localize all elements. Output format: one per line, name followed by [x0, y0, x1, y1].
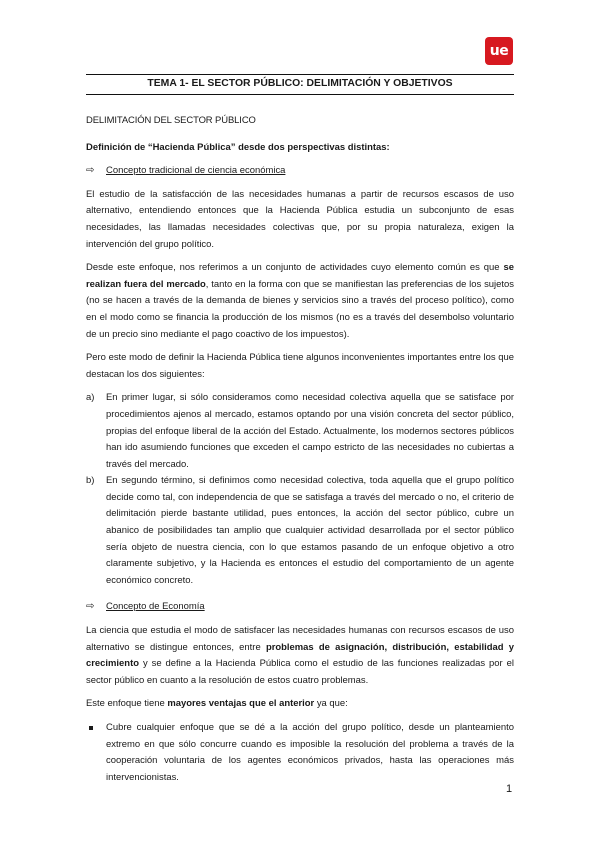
- paragraph: Pero este modo de definir la Hacienda Pública tiene algunos inconvenientes importantes entre los que destacan los dos siguientes:: [86, 352, 514, 380]
- text-run: Este enfoque tiene: [86, 698, 168, 710]
- list-item-text: Cubre cualquier enfoque que se dé a la acción del grupo político, desde un planteamiento extremo en que sólo concurre cuando es imposible la resolución del problema a través de la cooperación voluntaria de los agentes económicos privados, hasta las operaciones más intervencionistas.: [106, 722, 514, 783]
- list-item-text: En primer lugar, si sólo consideramos como necesidad colectiva aquella que se satisface por procedimientos ajenos al mercado, estamos optando por una visión concreta del sector público, propias del enfoque liberal de la acción del Estado. Actualmente, los modernos sectores públicos han ido asumiendo funciones que exceden el campo estricto de las necesidades no cubiertas a través del mercado.: [106, 392, 514, 470]
- paragraph: [86, 696, 514, 713]
- list-marker: b): [86, 475, 95, 487]
- document-body: [86, 113, 514, 792]
- subheading: [86, 140, 514, 157]
- logo-text: ue: [489, 43, 509, 59]
- text-run: ya que:: [314, 698, 348, 710]
- concept-label: Concepto de Economía: [106, 601, 205, 613]
- page-number: 1: [506, 783, 513, 795]
- text-run: , tanto en la forma con que se manifiestan las preferencias de los sujetos (no se hacen a través de la demanda de bienes y servicios sino a través del proceso político), como en el modo como se financia la producción de los mismos (no es a través del desembolso voluntario de un precio sino mediante el pago coactivo de los impuestos).: [86, 278, 514, 340]
- list-item: [86, 390, 514, 473]
- paragraph: [86, 260, 514, 343]
- concept-heading-economy: [86, 599, 514, 616]
- subheading-text: Definición de “Hacienda Pública” desde dos perspectivas distintas:: [86, 141, 390, 153]
- advantages-list: [86, 720, 514, 786]
- text-run: Desde este enfoque, nos referimos a un conjunto de actividades cuyo elemento común es que: [86, 262, 504, 274]
- list-item: [86, 473, 514, 589]
- list-item: [86, 720, 514, 786]
- bold-run: problemas de asignación, distribución, estabilidad y crecimiento: [86, 641, 514, 670]
- square-bullet-icon: [89, 726, 93, 730]
- inconvenience-list: [86, 390, 514, 589]
- title-rule-bottom: [86, 94, 514, 95]
- university-logo: [485, 37, 513, 65]
- bold-run: se realizan fuera del mercado: [86, 262, 514, 290]
- right-arrow-icon: ⇨: [86, 165, 95, 177]
- title-rule-top: [86, 74, 514, 75]
- paragraph: [86, 623, 514, 689]
- document-title: TEMA 1- EL SECTOR PÚBLICO: DELIMITACIÓN Y OBJETIVOS: [147, 78, 453, 89]
- concept-label: Concepto tradicional de ciencia económica: [106, 165, 286, 177]
- list-item-text: En segundo término, si definimos como necesidad colectiva, toda aquella que el grupo político decide como tal, con independencia de que se satisfaga a través del mercado o no, el criterio de delimitación pierde bastante utilidad, pues entonces, la acción del sector público, cubre un abanico de posibilidades tan amplio que cualquier actividad desarrollada por el sector público sería objeto de nuestra ciencia, con lo que estamos pasando de un enfoque objetivo a otro claramente subjetivo, y la Hacienda es entonces el estudio del comportamiento de un agente económico concreto.: [106, 475, 514, 586]
- text-run: y se define a la Hacienda Pública como el estudio de las funciones realizadas por el sector público en cuanto a la resolución de estos cuatro problemas.: [86, 658, 514, 686]
- right-arrow-icon: ⇨: [86, 601, 95, 613]
- text-run: La ciencia que estudia el modo de satisfacer las necesidades humanas con recursos escasos de uso alternativo se distingue entonces, entre: [86, 625, 514, 653]
- paragraph: El estudio de la satisfacción de las necesidades humanas a partir de recursos escasos de uso alternativo, entendiendo entonces que la Hacienda Pública estudia un subconjunto de esas necesidades, las llamadas necesidades colectivas que, por su propia naturaleza, exigen la intervención del grupo político.: [86, 188, 514, 250]
- section-heading: DELIMITACIÓN DEL SECTOR PÚBLICO: [86, 115, 256, 126]
- list-marker: a): [86, 392, 95, 404]
- bold-run: mayores ventajas que el anterior: [167, 698, 315, 710]
- concept-heading-traditional: [86, 163, 514, 180]
